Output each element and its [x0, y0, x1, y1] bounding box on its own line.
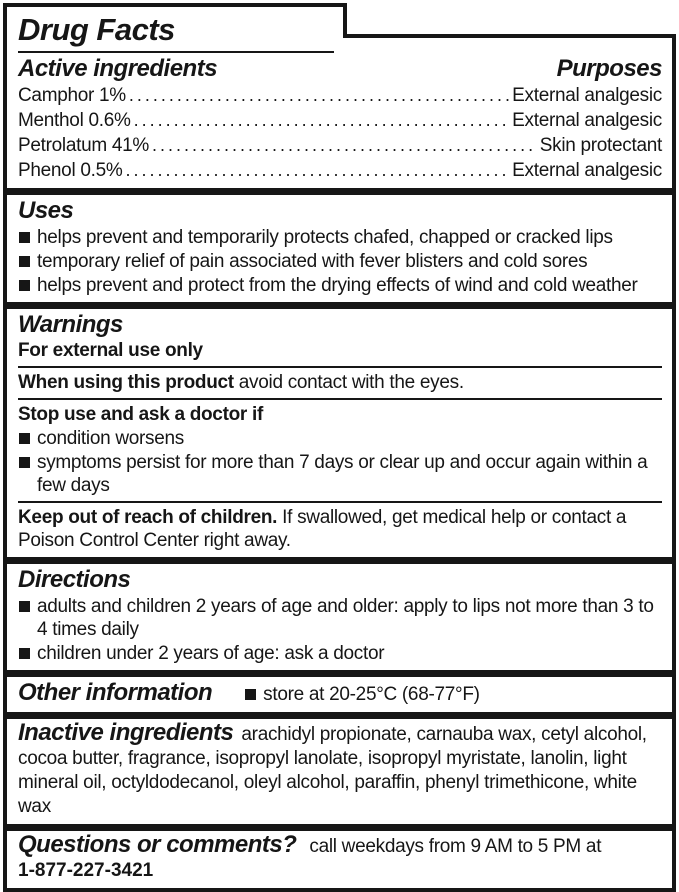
warnings-heading: Warnings [18, 311, 123, 338]
label-corner-notch [343, 3, 676, 38]
bullet-square-icon [19, 601, 30, 612]
ingredient-name: Menthol 0.6% [18, 110, 131, 131]
other-information-heading: Other information [18, 679, 213, 706]
active-ingredients-header-row [18, 55, 662, 83]
uses-bullet-item [18, 250, 662, 273]
section-active-ingredients [3, 3, 676, 192]
storage-instruction-text: store at 20-25°C (68-77°F) [263, 684, 480, 705]
section-other-information [3, 673, 676, 716]
dotted-leader [134, 108, 510, 133]
other-information-bullet [244, 683, 480, 706]
stop-use-subhead: Stop use and ask a doctor if [18, 404, 263, 425]
warnings-divider-rule [18, 501, 662, 503]
directions-heading: Directions [18, 566, 131, 593]
bullet-square-icon [19, 648, 30, 659]
uses-bullet-item [18, 274, 662, 297]
questions-comments-text: call weekdays from 9 AM to 5 PM at [304, 836, 602, 857]
keep-out-of-reach-bold: Keep out of reach of children. [18, 507, 278, 528]
keep-out-of-reach-line [18, 506, 662, 552]
inactive-ingredients-paragraph [18, 721, 662, 819]
when-using-bold: When using this product [18, 372, 234, 393]
section-warnings [3, 305, 676, 561]
uses-bullet-text: helps prevent and temporarily protects chafed, chapped or cracked lips [37, 227, 613, 248]
stop-use-bullet-item [18, 427, 662, 450]
stop-use-bullet-item [18, 451, 662, 497]
dotted-leader [152, 133, 537, 158]
bullet-square-icon [19, 232, 30, 243]
ingredient-name: Phenol 0.5% [18, 160, 123, 181]
ingredient-name: Camphor 1% [18, 85, 126, 106]
other-information-row [18, 679, 662, 707]
bullet-square-icon [245, 689, 256, 700]
ingredient-purpose: External analgesic [512, 85, 662, 106]
phone-number: 1-877-227-3421 [18, 860, 154, 881]
directions-bullet-text: children under 2 years of age: ask a doctor [37, 643, 385, 664]
inactive-ingredients-heading: Inactive ingredients [18, 719, 234, 746]
ingredient-row [18, 83, 662, 108]
ingredient-row [18, 158, 662, 183]
active-ingredients-heading: Active ingredients [18, 55, 218, 82]
uses-bullet-text: helps prevent and protect from the drying effects of wind and cold weather [37, 275, 638, 296]
ingredient-name: Petrolatum 41% [18, 135, 149, 156]
bullet-square-icon [19, 433, 30, 444]
drug-facts-label [3, 3, 676, 892]
uses-bullet-item [18, 226, 662, 249]
directions-bullet-item [18, 642, 662, 665]
dotted-leader [125, 158, 509, 183]
dotted-leader [129, 83, 509, 108]
ingredient-purpose: External analgesic [512, 110, 662, 131]
ingredient-row [18, 133, 662, 158]
directions-bullet-item [18, 595, 662, 641]
title-underline [18, 51, 334, 53]
stop-use-bullet-text: condition worsens [37, 428, 184, 449]
ingredient-purpose: Skin protectant [539, 135, 662, 156]
bullet-square-icon [19, 280, 30, 291]
section-inactive-ingredients [3, 715, 676, 828]
bullet-square-icon [19, 457, 30, 468]
section-directions [3, 560, 676, 674]
uses-heading: Uses [18, 197, 74, 224]
stop-use-bullet-text: symptoms persist for more than 7 days or clear up and occur again within a few days [37, 452, 648, 496]
warnings-divider-rule [18, 366, 662, 368]
section-uses [3, 191, 676, 306]
uses-bullet-text: temporary relief of pain associated with fever blisters and cold sores [37, 251, 588, 272]
warnings-divider-rule [18, 398, 662, 400]
when-using-line [18, 371, 662, 394]
keep-out-of-reach-rest: If swallowed, get medical help or contact a Poison Control Center right away. [18, 507, 627, 551]
external-use-subhead: For external use only [18, 340, 203, 361]
ingredient-row [18, 108, 662, 133]
bullet-square-icon [19, 256, 30, 267]
inactive-ingredients-list: arachidyl propionate, carnauba wax, cetyl alcohol, cocoa butter, fragrance, isopropyl lanolate, isopropyl myristate, lanolin, light mineral oil, octyldodecanol, oleyl alcohol, paraffin, phenyl trimethicone, white wax [18, 724, 647, 817]
directions-bullet-text: adults and children 2 years of age and older: apply to lips not more than 3 to 4 times daily [37, 596, 654, 640]
ingredient-purpose: External analgesic [512, 160, 662, 181]
purposes-heading: Purposes [556, 55, 662, 82]
label-title: Drug Facts [18, 12, 175, 47]
when-using-rest: avoid contact with the eyes. [233, 372, 464, 393]
questions-comments-heading: Questions or comments? [18, 831, 297, 858]
